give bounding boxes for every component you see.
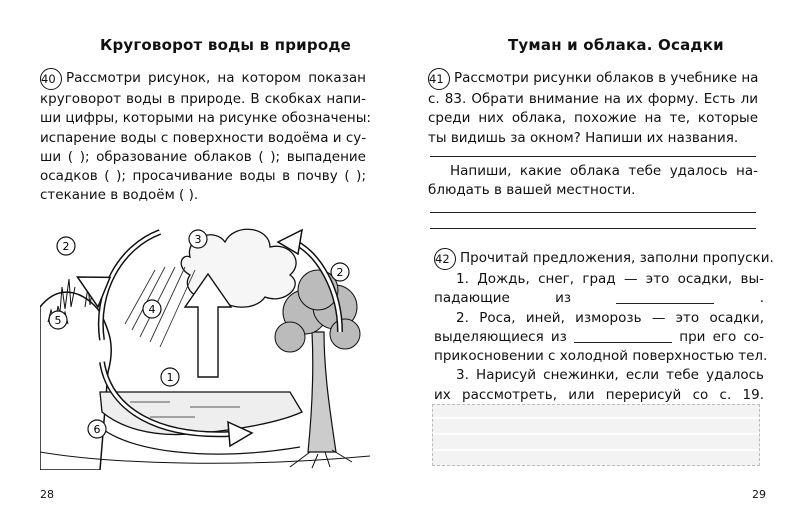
task-41-line: 41 Рассмотри рисунки облаков в учебнике на bbox=[428, 68, 758, 90]
task-40-line: ши цифры, которыми на рисунке обозначены: bbox=[40, 110, 371, 127]
task-40 bbox=[40, 68, 371, 206]
task-40-line: ши ( ); образование облаков ( ); выпадение bbox=[40, 148, 366, 165]
sentence-2-line: 2. Роса, иней, изморозь — это осадки, bbox=[456, 309, 764, 326]
label-6: 6 bbox=[93, 423, 101, 436]
task-41b-line: Напиши, какие облака тебе удалось на- bbox=[450, 163, 758, 179]
task-41-line: с. 83. Обрати внимание на их форму. Есть ли bbox=[428, 91, 758, 107]
label-2-left: 2 bbox=[62, 240, 70, 253]
answer-line[interactable] bbox=[430, 228, 756, 229]
arrow-left-up bbox=[101, 232, 160, 340]
task-number-badge: 40 bbox=[40, 68, 62, 90]
task-41b-line: блюдать в вашей местности. bbox=[428, 182, 636, 199]
snowflake-drawing-area[interactable] bbox=[432, 404, 760, 466]
answer-line[interactable] bbox=[430, 212, 756, 213]
task-40-line: стекание в водоём ( ). bbox=[40, 187, 199, 204]
task-number-badge: 41 bbox=[428, 68, 450, 90]
sentence-1-line: падающие из . bbox=[434, 290, 764, 307]
left-page-number: 28 bbox=[40, 488, 54, 501]
task-41-line: среди них облака, похожие на те, которые bbox=[428, 110, 758, 127]
sentence-2-line: выделяющиеся из при его со- bbox=[434, 328, 765, 345]
task-number-badge: 42 bbox=[434, 248, 456, 270]
task-41-line: ты видишь за окном? Напиши их названия. bbox=[428, 129, 739, 146]
task-41 bbox=[428, 68, 758, 148]
right-page-number: 29 bbox=[752, 488, 766, 501]
sentence-1-line: 1. Дождь, снег, град — это осадки, вы- bbox=[456, 271, 764, 287]
task-40-line: круговорот воды в природе. В скобках напи- bbox=[40, 91, 366, 107]
label-2-right: 2 bbox=[336, 266, 344, 279]
label-1: 1 bbox=[166, 371, 174, 384]
tree-trunk bbox=[308, 332, 336, 452]
left-page-title: Круговорот воды в природе bbox=[100, 36, 352, 54]
task-42 bbox=[434, 248, 774, 405]
task-40-line: осадков ( ); просачивание воды в почву ( ); bbox=[40, 168, 366, 185]
label-5: 5 bbox=[54, 314, 62, 327]
task-40-line: испарение воды с поверхности водоёма и су- bbox=[40, 129, 367, 146]
sentence-2-line: прикосновении с холодной поверхностью тел. bbox=[434, 348, 768, 365]
sentence-3-line: 3. Нарисуй снежинки, если тебе удалось bbox=[456, 367, 764, 384]
label-4: 4 bbox=[148, 303, 156, 316]
label-3: 3 bbox=[194, 233, 202, 246]
task-42-intro: 42 Прочитай предложения, заполни пропуски. bbox=[434, 248, 764, 270]
water-cycle-diagram bbox=[40, 212, 370, 470]
sentence-3-line: их рассмотреть, или перерисуй со с. 19. bbox=[434, 386, 764, 403]
task-40-line: 40 Рассмотри рисунок, на котором показан bbox=[40, 68, 366, 90]
task-41-part-2 bbox=[428, 162, 758, 201]
fill-in-blank-1[interactable] bbox=[616, 303, 714, 304]
fill-in-blank-2[interactable] bbox=[574, 342, 672, 343]
right-page-title: Туман и облака. Осадки bbox=[508, 36, 724, 54]
answer-line[interactable] bbox=[430, 156, 756, 157]
